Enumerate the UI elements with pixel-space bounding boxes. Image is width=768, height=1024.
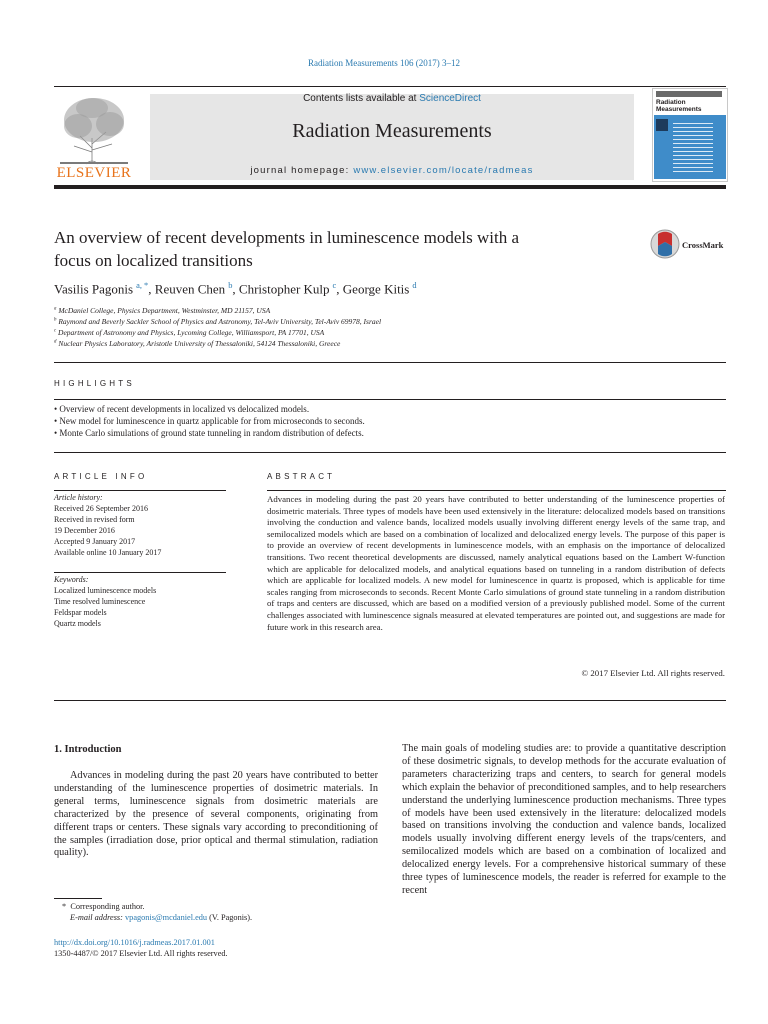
author-name: Reuven Chen [154, 281, 226, 297]
affiliation [54, 339, 340, 348]
keywords-label: Keywords: [54, 575, 89, 584]
affiliation-text: Nuclear Physics Laboratory, Aristotle University of Thessaloniki, 54124 Thessaloniki, Greece [58, 339, 341, 348]
intro-paragraph-left: Advances in modeling during the past 20 years have contributed to better understanding of the luminescence properties of dosimetric materials. In general terms, luminescence signals from dosimetric materials are characterized by the presence of several components, originating from different traps or centers. These signals vary according to preconditioning of the samples (irradiation dose, prior optical and thermal stimulation, radiation quality). [54, 770, 378, 859]
article-history-item: Received 26 September 2016 [54, 504, 148, 513]
email-suffix: (V. Pagonis). [209, 913, 253, 922]
front-matter-bottom-rule [54, 700, 726, 701]
abstract-heading: ABSTRACT [267, 472, 336, 481]
author-affiliation-mark[interactable]: c [332, 280, 337, 290]
affiliation-mark: d [54, 339, 57, 345]
highlights-rule [54, 399, 726, 400]
doi-link[interactable]: http://dx.doi.org/10.1016/j.radmeas.2017.01.001 [54, 938, 215, 947]
highlight-text: Monte Carlo simulations of ground state tunneling in random distribution of defects. [59, 428, 364, 438]
footnote-rule [54, 898, 102, 899]
crossmark-icon[interactable] [650, 228, 680, 260]
article-history-item: 19 December 2016 [54, 526, 115, 535]
article-info-heading: ARTICLE INFO [54, 472, 148, 481]
abstract-copyright: © 2017 Elsevier Ltd. All rights reserved. [581, 668, 725, 678]
citation-link[interactable]: Radiation Measurements 106 (2017) 3–12 [308, 58, 460, 68]
affiliation [54, 317, 381, 326]
homepage-prefix: journal homepage: [250, 165, 354, 176]
author-separator: , [148, 281, 155, 297]
email-label: E-mail address: [70, 913, 123, 922]
header-bottom-rule [54, 185, 726, 189]
article-history-label: Article history: [54, 493, 103, 502]
author-separator: , [336, 281, 343, 297]
keyword-item: Quartz models [54, 619, 101, 628]
highlight-text: Overview of recent developments in localized vs delocalized models. [59, 404, 310, 414]
keywords-rule [54, 572, 226, 573]
elsevier-wordmark: ELSEVIER [56, 165, 132, 181]
cover-top-bar [656, 91, 722, 97]
corresponding-author-footnote [62, 902, 145, 911]
affiliation-mark: b [54, 317, 57, 323]
homepage-line [150, 165, 634, 176]
author-list [54, 280, 417, 297]
author-affiliation-mark[interactable]: b [228, 280, 233, 290]
highlights-bottom-rule [54, 452, 726, 453]
contents-line [150, 93, 634, 104]
author-affiliation-mark[interactable]: a, * [136, 280, 149, 290]
section-heading-introduction: 1. Introduction [54, 744, 122, 755]
keyword-item: Feldspar models [54, 608, 107, 617]
article-title-line-2: focus on localized transitions [54, 251, 253, 270]
highlight-item: • Monte Carlo simulations of ground state tunneling in random distribution of defects. [54, 428, 364, 438]
article-title [54, 226, 644, 272]
abstract-rule [267, 490, 726, 491]
sciencedirect-link[interactable]: ScienceDirect [419, 93, 481, 104]
author-separator: , [232, 281, 239, 297]
crossmark-label[interactable]: CrossMark [682, 240, 724, 250]
header-top-rule [54, 86, 726, 87]
article-title-line-1: An overview of recent developments in luminescence models with a [54, 228, 519, 247]
article-history-item: Accepted 9 January 2017 [54, 537, 136, 546]
highlight-text: New model for luminescence in quartz applicable for from microseconds to seconds. [59, 416, 365, 426]
cover-image [656, 119, 668, 131]
issn-line: 1350-4487/© 2017 Elsevier Ltd. All rights reserved. [54, 949, 228, 958]
cover-text-lines [673, 123, 713, 173]
keyword-item: Time resolved luminescence [54, 597, 146, 606]
article-info-rule [54, 490, 226, 491]
affiliation-mark: a [54, 306, 57, 312]
author-affiliation-mark[interactable]: d [412, 280, 417, 290]
footnote-mark: * [62, 902, 67, 911]
cover-title: Radiation Measurements [656, 99, 702, 113]
highlights-heading: HIGHLIGHTS [54, 379, 135, 388]
affiliation [54, 328, 324, 337]
journal-cover-thumbnail[interactable] [652, 88, 728, 182]
homepage-link[interactable]: www.elsevier.com/locate/radmeas [353, 165, 534, 176]
affiliation-text: McDaniel College, Physics Department, Westminster, MD 21157, USA [58, 306, 271, 315]
article-history-item: Received in revised form [54, 515, 135, 524]
affiliation-text: Raymond and Beverly Sackler School of Physics and Astronomy, Tel-Aviv University, Tel-Aviv 69978, Israel [58, 317, 382, 326]
highlight-item: • Overview of recent developments in localized vs delocalized models. [54, 404, 310, 414]
journal-name: Radiation Measurements [292, 120, 492, 142]
email-footnote [70, 913, 252, 922]
footnote-text: Corresponding author. [70, 902, 145, 911]
intro-paragraph-right: The main goals of modeling studies are: to provide a quantitative description of these dosimetric signals, to develop methods for the accurate evaluation of parameters characterizing traps and centers, to search for general models which explain the behavior of preconditioned samples, and to help researchers understand the underlying luminescence production mechanisms. Three types of models have been used extensively in the literature: delocalized models based on transitions involving the conduction and valence bands, localized models usually involving different energy levels of the traps/centers, and semilocalized models which are based on a combination of localized and delocalized energy levels. For a comprehensive historical summary of these three types of luminescence models, the reader is referred for example to the recent [402, 743, 726, 896]
abstract-text: Advances in modeling during the past 20 years have contributed to better understanding of the luminescence properties of dosimetric materials. Three types of models have been used extensively in the literature: delocalized models based on transitions involving the conduction and valence bands, localized models usually involving different energy levels of the same trap, and semilocalized models which are based on a combination of localized and delocalized energy levels. The purpose of this paper is to provide an overview of recent developments in luminescence models, with an emphasis on the importance of delocalized transitions. Two recent theoretical developments are discussed, namely analytical equations based on the Lambert W-function which are applicable for delocalized models, and analytical equations based on tunneling in a random distribution of defects which are applicable for localized models. A new model for luminescence in quartz is proposed, which is applicable for time scales ranging from microseconds to seconds. Recent Monte Carlo simulations of ground state tunneling in a random distribution of traps and centers are discussed, which are based on a modified version of a previously published model. Some of the current challenges associated with luminescence signals measured at elevated temperatures are pointed out, and suggestions are made for future work in this research area. [267, 494, 725, 632]
email-link[interactable]: vpagonis@mcdaniel.edu [125, 913, 208, 922]
affiliation-mark: c [54, 328, 57, 334]
highlight-item: • New model for luminescence in quartz applicable for from microseconds to seconds. [54, 416, 365, 426]
article-history-item: Available online 10 January 2017 [54, 548, 162, 557]
author-name: Vasilis Pagonis [54, 281, 134, 297]
affiliation-text: Department of Astronomy and Physics, Lycoming College, Williamsport, PA 17701, USA [58, 328, 325, 337]
contents-prefix: Contents lists available at [303, 93, 420, 104]
author-name: George Kitis [342, 281, 410, 297]
highlights-top-rule [54, 362, 726, 363]
keyword-item: Localized luminescence models [54, 586, 157, 595]
affiliation [54, 306, 270, 315]
author-name: Christopher Kulp [238, 281, 330, 297]
